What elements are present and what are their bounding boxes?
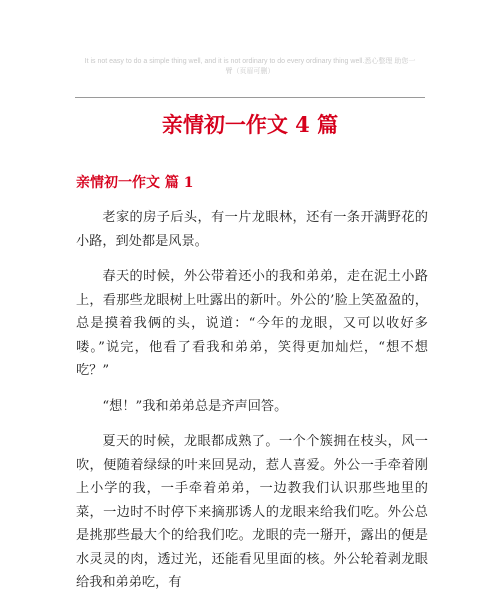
paragraph: “想！”我和弟弟总是齐声回答。: [102, 398, 288, 414]
header-divider: [75, 97, 425, 98]
header-line-2: 臂（页眉可删）: [225, 68, 275, 75]
header-line-1: It is not easy to do a simple thing well, and it is not ordinary to do every ordinary thing well.悉心整理 助您一: [84, 58, 416, 65]
body-text: [76, 206, 428, 607]
section-title: 亲情初一作文 篇 1: [76, 175, 194, 191]
paragraph: 夏天的时候，龙眼都成熟了。一个个簇拥在枝头，风一吹，便随着绿绿的叶来回晃动，惹人喜爱。外公一手牵着刚上小学的我，一手牵着弟弟，一边教我们认识那些地里的菜，一边时不时停下来摘那诱人的龙眼来给我们吃。外公总是挑那些最大个的给我们吃。龙眼的壳一掰开，露出的便是水灵灵的肉，透过光，还能看见里面的核。外公轮着剥龙眼给我和弟弟吃，有: [76, 434, 428, 590]
paragraph: 春天的时候，外公带着还小的我和弟弟，走在泥土小路上，看那些龙眼树上吐露出的新叶。外公的’脸上笑盈盈的，总是摸着我俩的头，说道：“今年的龙眼，又可以收好多喽。”说完，他看了看我和弟弟，笑得更加灿烂，“想不想吃？”: [76, 269, 428, 378]
page-header: [75, 57, 425, 77]
paragraph: 老家的房子后头，有一片龙眼林，还有一条开满野花的小路，到处都是风景。: [76, 210, 428, 249]
document-title: 亲情初一作文 4 篇: [161, 112, 339, 137]
